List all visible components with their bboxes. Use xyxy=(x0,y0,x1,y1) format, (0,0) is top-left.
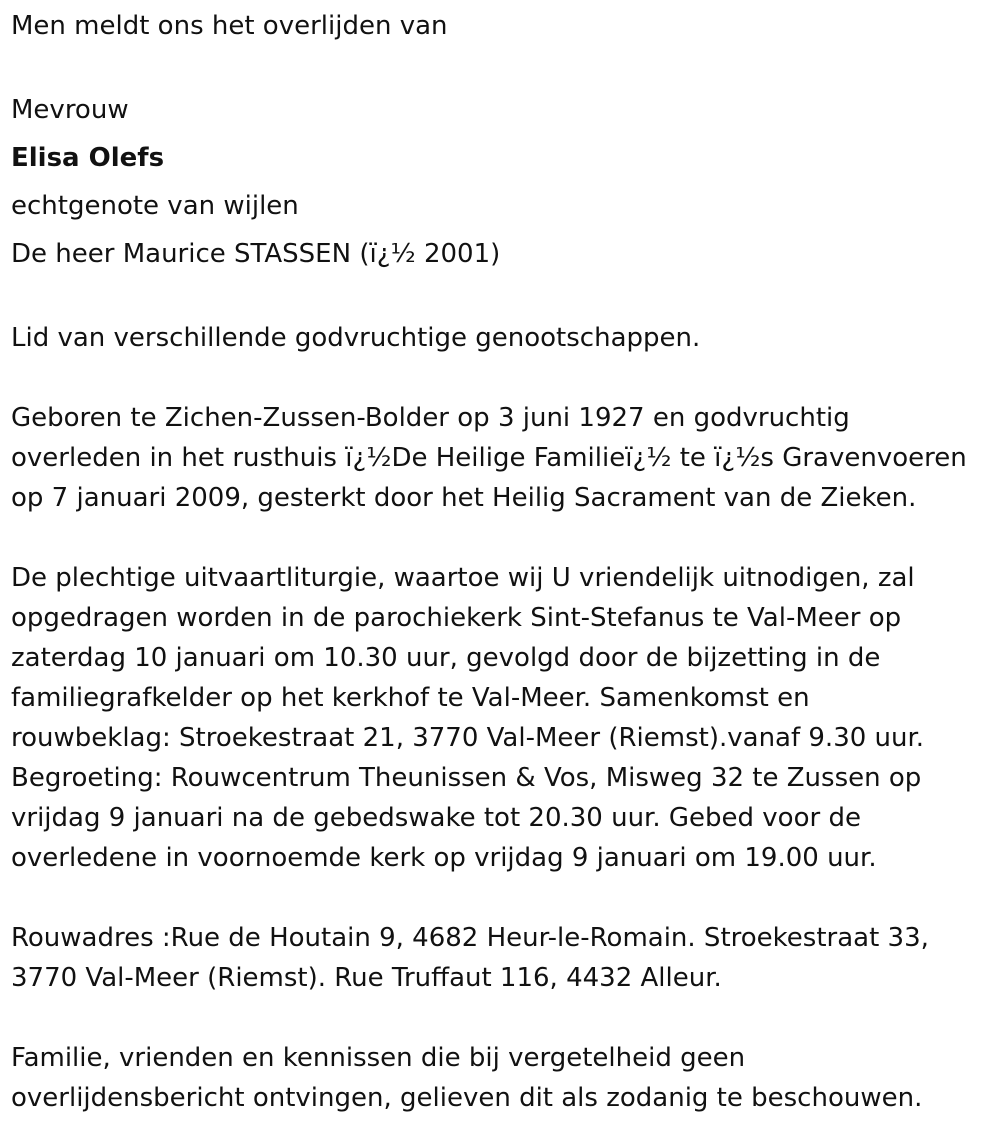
paragraph-line: familiegrafkelder op het kerkhof te Val-Meer. Samenkomst en xyxy=(11,683,810,713)
paragraph-line: 3770 Val-Meer (Riemst). Rue Truffaut 116, 4432 Alleur. xyxy=(11,963,722,993)
paragraph-line: Rouwadres :Rue de Houtain 9, 4682 Heur-le-Romain. Stroekestraat 33, xyxy=(11,923,929,953)
membership-text: Lid van verschillende godvruchtige genootschappen. xyxy=(11,323,701,353)
spacer xyxy=(11,518,990,558)
paragraph-line: Familie, vrienden en kennissen die bij vergetelheid geen xyxy=(11,1043,746,1073)
closing-paragraph xyxy=(11,1038,990,1118)
paragraph-line: opgedragen worden in de parochiekerk Sint-Stefanus te Val-Meer op xyxy=(11,603,902,633)
relation-text: echtgenote van wijlen xyxy=(11,191,299,221)
funeral-paragraph xyxy=(11,558,990,878)
paragraph-line: overlijdensbericht ontvingen, gelieven dit als zodanig te beschouwen. xyxy=(11,1083,923,1113)
paragraph-line: vrijdag 9 januari na de gebedswake tot 20.30 uur. Gebed voor de xyxy=(11,803,861,833)
spacer xyxy=(11,998,990,1038)
spouse-text: De heer Maurice STASSEN (ï¿½ 2001) xyxy=(11,239,501,269)
deceased-name: Elisa Olefs xyxy=(11,143,165,173)
paragraph-line: overledene in voornoemde kerk op vrijdag 9 januari om 19.00 uur. xyxy=(11,843,877,873)
paragraph-line: overleden in het rusthuis ï¿½De Heilige Familieï¿½ te ï¿½s Gravenvoeren xyxy=(11,443,967,473)
paragraph-line: op 7 januari 2009, gesterkt door het Heilig Sacrament van de Zieken. xyxy=(11,483,917,513)
paragraph-line: Geboren te Zichen-Zussen-Bolder op 3 juni 1927 en godvruchtig xyxy=(11,403,850,433)
title-prefix: Mevrouw xyxy=(11,95,129,125)
spacer xyxy=(11,358,990,398)
address-paragraph xyxy=(11,918,990,998)
spacer xyxy=(11,278,990,318)
paragraph-line: De plechtige uitvaartliturgie, waartoe wij U vriendelijk uitnodigen, zal xyxy=(11,563,915,593)
spacer xyxy=(11,46,990,86)
paragraph-line: rouwbeklag: Stroekestraat 21, 3770 Val-Meer (Riemst).vanaf 9.30 uur. xyxy=(11,723,925,753)
birth-paragraph xyxy=(11,398,990,518)
paragraph-line: Begroeting: Rouwcentrum Theunissen & Vos, Misweg 32 te Zussen op xyxy=(11,763,922,793)
intro-text: Men meldt ons het overlijden van xyxy=(11,11,448,41)
paragraph-line: zaterdag 10 januari om 10.30 uur, gevolgd door de bijzetting in de xyxy=(11,643,881,673)
spacer xyxy=(11,878,990,918)
